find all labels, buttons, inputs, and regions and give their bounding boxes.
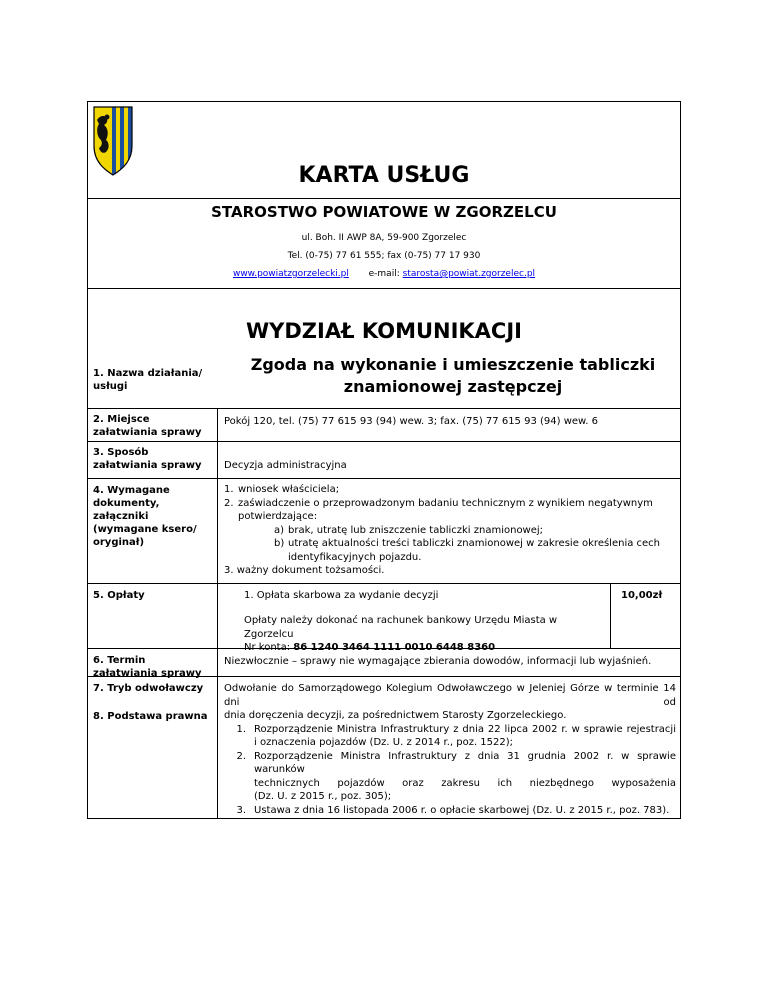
list-item: 3. ważny dokument tożsamości.	[224, 565, 385, 576]
service-method: Decyzja administracyjna	[224, 460, 347, 471]
fee-description: 1. Opłata skarbowa za wydanie decyzji	[244, 590, 439, 601]
list-item: 1. wniosek właściciela;	[224, 484, 340, 495]
row-6-label: 6. Termin załatwiania sprawy	[93, 655, 202, 679]
account-line: Nr konta: 86 1240 3464 1111 0010 6448 8360	[244, 642, 496, 653]
divider	[88, 288, 680, 289]
contact-line	[88, 268, 680, 282]
website-link[interactable]: www.powiatzgorzelecki.pl	[232, 269, 349, 279]
legal-basis-item: 2. Rozporządzenie Ministra Infrastruktury z dnia 31 grudnia 2002 r. w sprawie warunków technicznych pojazdów oraz zakresu ich niezbędnego wyposażenia (Dz. U. z 2015 r., poz. 305);	[236, 750, 676, 802]
row-7-label: 7. Tryb odwoławczy	[93, 683, 204, 694]
processing-time: Niezwłocznie – sprawy nie wymagające zbierania dowodów, informacji lub wyjaśnień.	[224, 656, 652, 667]
service-card	[87, 101, 681, 819]
email-link[interactable]: starosta@powiat.zgorzelec.pl	[402, 269, 536, 279]
sub-list-item-continuation: identyfikacyjnych pojazdu.	[288, 551, 422, 563]
divider	[88, 478, 680, 479]
column-divider	[217, 408, 218, 819]
appeal-and-legal-basis	[224, 682, 676, 817]
row-8-label: 8. Podstawa prawna	[93, 711, 208, 722]
payment-note: Opłaty należy dokonać na rachunek bankowy Urzędu Miasta w Zgorzelcu	[244, 615, 558, 640]
divider	[88, 583, 680, 584]
fee-box-divider	[610, 583, 611, 648]
divider	[88, 198, 680, 199]
service-location: Pokój 120, tel. (75) 77 615 93 (94) wew. 3; fax. (75) 77 615 93 (94) wew. 6	[224, 416, 599, 427]
service-name: Zgoda na wykonanie i umieszczenie tabliczki znamionowej zastępczej	[250, 355, 656, 396]
row-4-label: 4. Wymagane dokumenty, załączniki (wymagane ksero/ oryginał)	[93, 485, 197, 548]
legal-basis-item: 1. Rozporządzenie Ministra Infrastruktury z dnia 22 lipca 2002 r. w sprawie rejestracji i oznaczenia pojazdów (Dz. U. z 2014 r., poz. 1522);	[236, 723, 676, 748]
sub-list-item: a) brak, utratę lub zniszczenie tabliczki znamionowej;	[274, 524, 544, 536]
payment-info	[244, 614, 604, 655]
divider	[88, 408, 680, 409]
appeal-text: Odwołanie do Samorządowego Kolegium Odwoławczego w Jeleniej Górze w terminie 14 dni od	[224, 683, 676, 708]
list-item: 2. zaświadczenie o przeprowadzonym badaniu technicznym z wynikiem negatywnym	[224, 497, 653, 509]
row-3-label: 3. Sposób załatwiania sprawy	[93, 447, 202, 471]
page-title: KARTA USŁUG	[298, 163, 470, 188]
appeal-text: dnia doręczenia decyzji, za pośrednictwem Starosty Zgorzeleckiego.	[224, 710, 567, 721]
list-item-continuation: potwierdzające:	[238, 511, 318, 522]
office-address: ul. Boh. II AWP 8A, 59-900 Zgorzelec	[301, 233, 467, 243]
row-2-label: 2. Miejsce załatwiania sprawy	[93, 414, 202, 438]
divider	[88, 441, 680, 442]
email-label: e-mail:	[368, 269, 400, 279]
legal-basis-item: 3. Ustawa z dnia 16 listopada 2006 r. o opłacie skarbowej (Dz. U. z 2015 r., poz. 783).	[236, 804, 670, 816]
row-1-label: 1. Nazwa działania/ usługi	[93, 368, 203, 392]
sub-list-item: b) utratę aktualności treści tabliczki znamionowej w zakresie określenia cech	[274, 538, 661, 549]
office-name: STAROSTWO POWIATOWE W ZGORZELCU	[211, 203, 557, 221]
account-number: 86 1240 3464 1111 0010 6448 8360	[293, 642, 496, 653]
department-title: WYDZIAŁ KOMUNIKACJI	[246, 319, 522, 343]
fee-amount: 10,00zł	[621, 590, 663, 601]
required-documents	[224, 483, 674, 578]
row-5-label: 5. Opłaty	[93, 590, 145, 601]
office-phone: Tel. (0-75) 77 61 555; fax (0-75) 77 17 930	[287, 251, 481, 261]
